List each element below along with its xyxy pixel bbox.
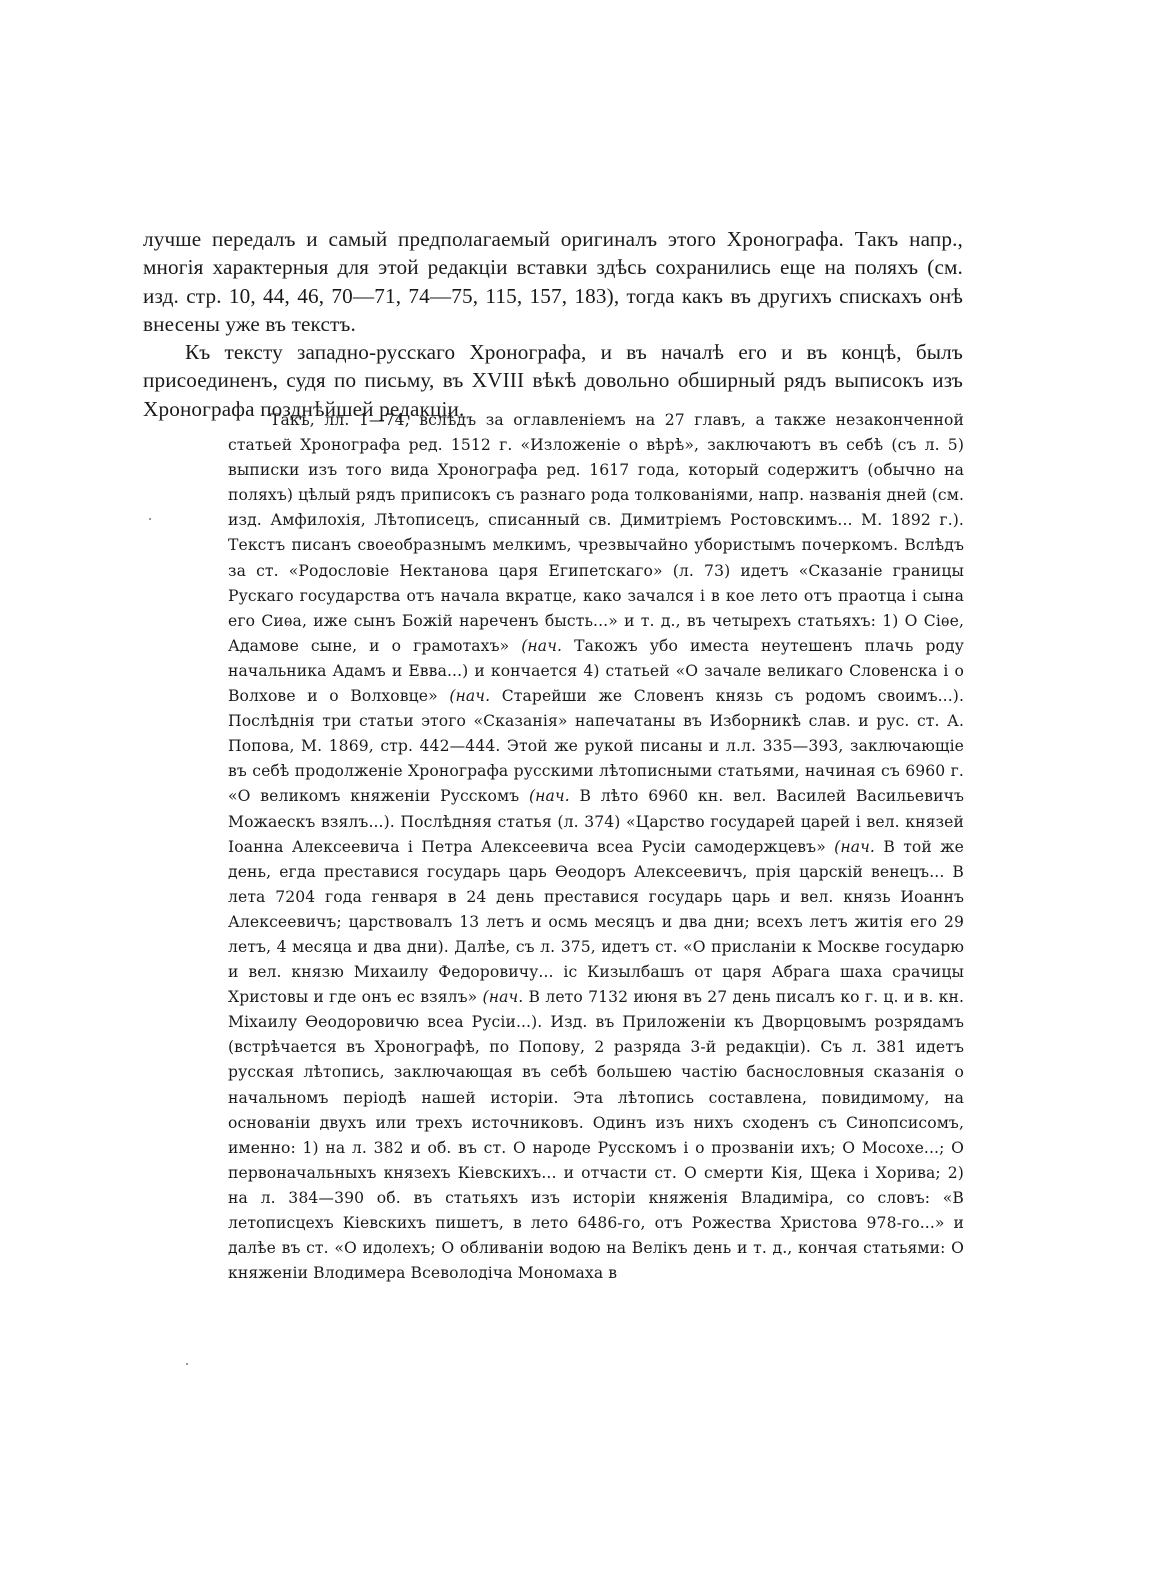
text-run: Такъ, лл. 1—74, вслѣдъ за оглавленіемъ на 27 главъ, а также незаконченной статьей Хронографа ред. 1512 г. «Изложеніе о вѣрѣ», заключаютъ въ себѣ (съ л. 5) выписки изъ того вида Хронографа ред. 1617 года, который содержитъ (обычно на поляхъ) цѣлый рядъ приписокъ съ разнаго рода толкованіями, напр. названія дней (см. изд. Амфилохія, Лѣтописецъ, списанный св. Димитріемъ Ростовскимъ... М. 1892 г.). Текстъ писанъ своеобразнымъ мелкимъ, чрезвычайно убористымъ почеркомъ. Вслѣдъ за ст. «Родословіе Нектанова царя Египетскаго» (л. 73) идетъ «Сказаніе границы Рускаго государства отъ начала вкратце, како зачался і в кое лето отъ праотца і сына его Сиѳа, иже сынъ Божій нареченъ бысть...» и т. д., въ четырехъ статьяхъ: 1) О Сіѳе, Адамове сыне, и о грамотахъ» [228,411,964,655]
intro-text-block [143,225,963,423]
scan-speck [186,1363,188,1365]
text-run: Старейши же Словенъ князь съ родомъ своимъ...). Послѣднія три статьи этого «Сказанія» напечатаны въ Изборникѣ слав. и рус. ст. А. Попова, М. 1869, стр. 442—444. Этой же рукой писаны и л.л. 335—393, заключающіе въ себѣ продолженіе Хронографа русскими лѣтописными статьями, начиная съ 6960 г. «О великомъ княженіи Русскомъ [228,687,964,806]
text-run: В той же день, егда преставися государь царь Ѳеодоръ Алексеевичъ, прія царскій венецъ... В лета 7204 года генваря в 24 день преставися государь царь и вел. князь Иоаннъ Алексеевичъ; царствовалъ 13 летъ и осмь месяцъ и два дни; всехъ летъ житія его 29 летъ, 4 месяца и два дни). Далѣе, съ л. 375, идетъ ст. «О присланіи к Москве государю и вел. князю Михаилу Федоровичу... іс Кизылбашъ от царя Абрага шаха срачицы Христовы и где онъ ес взялъ» [228,837,964,1007]
small-print-paragraph [228,408,964,1286]
text-run: В лето 7132 июня въ 27 день писалъ ко г. ц. и в. кн. Міхаилу Ѳеодоровичю всеа Русіи...). Изд. въ Приложеніи къ Дворцовымъ розрядамъ (встрѣчается въ Хронографѣ, по Попову, 2 разряда 3-й редакціи). Съ л. 381 идетъ русская лѣтопись, заключающая въ себѣ большею частію баснословныя сказанія о начальномъ періодѣ нашей исторіи. Эта лѣтопись составлена, повидимому, на основаніи двухъ или трехъ источниковъ. Одинъ изъ нихъ сходенъ съ Синопсисомъ, именно: 1) на л. 382 и об. въ ст. О народе Русскомъ і о прозваніи ихъ; О Мосохе...; О первоначальныхъ князехъ Кіевскихъ... и отчасти ст. О смерти Кія, Щека і Хорива; 2) на л. 384—390 об. въ статьяхъ изъ исторіи княженія Владиміра, со словъ: «В летописцехъ Кіевскихъ пишетъ, в лето 6486-го, отъ Рожества Христова 978-го...» и далѣе въ ст. «О идолехъ; О обливаніи водою на Велікъ день и т. д., кончая статьями: О княженіи Влодимера Всеволодіча Мономаха в [228,988,964,1283]
text-run: В лѣто 6960 кн. вел. Василей Васильевичъ Можаескъ взялъ...). Послѣдняя статья (л. 374) «Царство государей царей і вел. князей Іоанна Алексеевича і Петра Алексеевича всеа Русіи самодержцевъ» [228,787,965,856]
intro-paragraph-1: лучше передалъ и самый предполагаемый оригиналъ этого Хронографа. Такъ напр., многія характерныя для этой редакціи вставки здѣсь сохранились еще на поляхъ (см. изд. стр. 10, 44, 46, 70—71, 74—75, 115, 157, 183), тогда какъ въ другихъ спискахъ онѣ внесены уже въ текстъ. [143,227,963,336]
text-run: Такожъ убо иместа неутешенъ плачь роду начальника Адамъ и Евва...) и кончается 4) статьей «О зачале великаго Словенска і о Волхове и о Волховце» [228,636,965,706]
italic-nach: (нач. [834,837,875,856]
small-print-block [228,408,964,1286]
italic-nach: (нач. [449,687,491,706]
italic-nach: (нач. [528,787,570,806]
intro-paragraph-2: Къ тексту западно-русскаго Хронографа, и въ началѣ его и въ концѣ, былъ присоединенъ, судя по письму, въ XVIII вѣкѣ довольно обширный рядъ выписокъ изъ Хронографа позднѣйшей редакціи. [143,340,963,421]
scan-speck [149,518,151,520]
italic-nach: (нач. [482,988,524,1007]
italic-nach: (нач. [521,636,563,655]
